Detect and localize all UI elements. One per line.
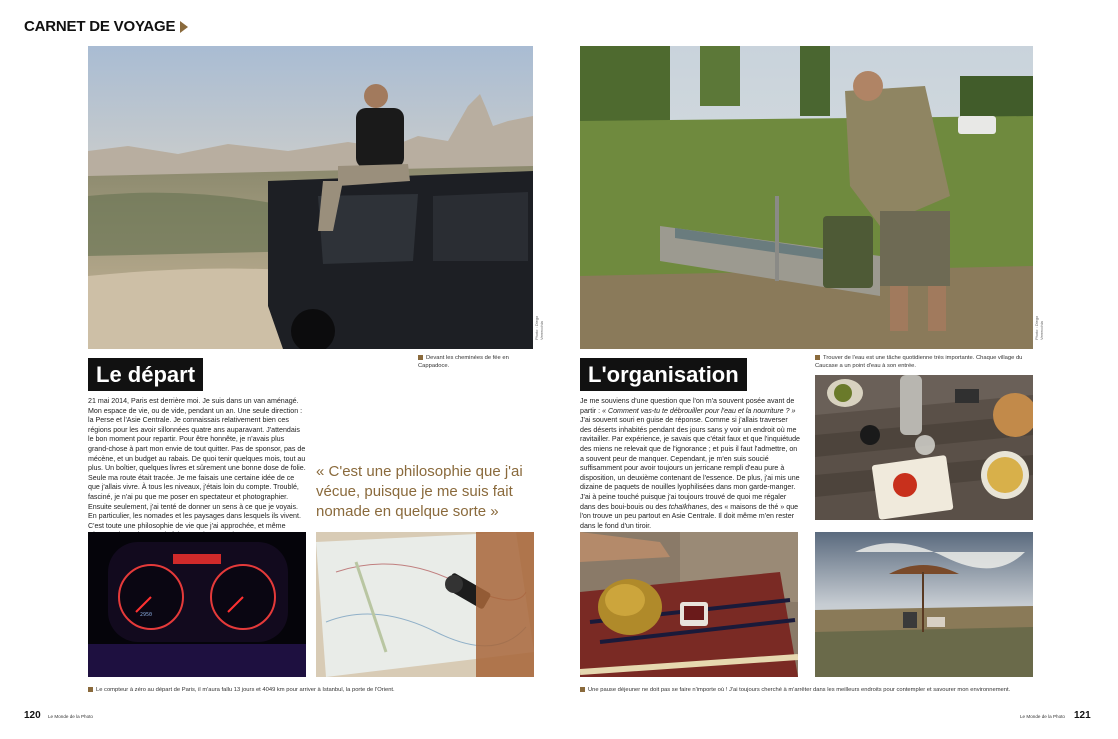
- caption-square-icon: [815, 355, 820, 360]
- magazine-name-left: Le Monde de la Photo: [48, 714, 93, 719]
- photo-credit: Photo : Diego Verrecchia: [1034, 315, 1044, 340]
- photo-picnic-table: [815, 375, 1033, 520]
- caption-dashboard: [88, 686, 448, 694]
- magazine-name-right: Le Monde de la Photo: [1020, 714, 1065, 719]
- body-end: , des « maisons de thé » que l'on trouve un peu partout en Asie Centrale. Il doit même m'en rester dans le fond d'un tiroir.: [580, 502, 799, 530]
- photo-cappadocia-van: [88, 46, 533, 349]
- section-header: [24, 18, 188, 35]
- caption-square-icon: [88, 687, 93, 692]
- body-rest: J'ai souvent souri en guise de réponse. Comme si j'allais traverser des déserts inhabités pendant des jours sans y voir un endroit où me ravitailler. Par expérience, je savais que c'était faux et que l'inquiétude des miens ne relevait que de l'ignorance ; et puis il faut l'admettre, on a souvent peur de manquer. Cependant, je m'en suis soucié suffisamment pour avoir toujours un jerricane rempli d'eau pure à disposition, un deuxième contenant de l'essence. De plus, j'ai mis une dizaine de paquets de nouilles lyophilisées dans mon garde-manger. J'ai à peine touché puisque j'ai toujours trouvé de quoi me régaler dans des boui-bouis ou des: [580, 416, 800, 511]
- page-number-right: 121: [1074, 710, 1091, 721]
- photo-water-fountain: [580, 46, 1033, 349]
- photo-tea-carpet: [580, 532, 798, 677]
- pull-quote: « C'est une philosophie que j'ai vécue, puisque je me suis fait nomade en quelque sorte »: [316, 463, 523, 520]
- caption-text: Trouver de l'eau est une tâche quotidienne très importante. Chaque village du Caucase a un point d'eau à son entrée.: [815, 355, 1023, 369]
- photo-credit: Photo : Diego Verrecchia: [534, 315, 544, 340]
- body-word-tchaikhanes: tchaïkhanes: [668, 502, 707, 511]
- arrow-right-icon: [180, 21, 188, 33]
- photo-parasol-landscape: [815, 532, 1033, 677]
- odometer-readout: 2950: [140, 612, 153, 618]
- caption-text: Le compteur à zéro au départ de Paris, il m'aura fallu 13 jours et 4049 km pour arriver à Istanbul, la porte de l'Orient.: [96, 687, 395, 693]
- caption-text: Une pause déjeuner ne doit pas se faire n'importe où ! J'ai toujours cherché à m'arrêter dans les meilleurs endroits pour contempler et savourer mon environnement.: [588, 687, 1011, 693]
- caption-water: [815, 354, 1035, 370]
- body-question: « Comment vas-tu te débrouiller pour l'eau et la nourriture ? »: [602, 406, 796, 415]
- photo-map-compass: [316, 532, 534, 677]
- body-text-left: 21 mai 2014, Paris est derrière moi. Je suis dans un van aménagé. Mon espace de vie, ou de vide, pendant un an. Une seule direction : la Perse et l'Asie Centrale. Je connaissais relativement bien ces régions pour les avoir sillonnées quatre ans auparavant. J'attendais le bon moment pour repartir. Pour être honnête, je n'avais plus grand-chose à part mon envie de tout quitter. Pas de sponsor, pas de mécène, et un budget au rabais. De quoi tenir quelques mois, tout au plus. Un boîtier, quelques livres et sûrement une bonne dose de folie. Seule ma route était tracée. Je me faisais une certaine idée de ce que j'allais vivre. À tous les niveaux, j'étais loin du compte. Troublé, fasciné, je n'ai pu que me poser en spectateur et photographier. Ensuite seulement, j'ai tenté de donner un sens à ce que je voyais. En particulier, les nomades et les paysages dans lesquels ils vivent. C'est toute une philosophie de vie que j'ai approchée, et même: [88, 397, 306, 530]
- caption-text: Devant les cheminées de fée en Cappadoce.: [418, 355, 509, 369]
- caption-square-icon: [418, 355, 423, 360]
- body-text-right: [580, 397, 800, 531]
- section-label: CARNET DE VOYAGE: [24, 18, 176, 35]
- caption-square-icon: [580, 687, 585, 692]
- caption-cappadocia: [418, 354, 538, 370]
- title-le-depart: Le départ: [88, 358, 203, 391]
- body-intro: Je me souviens d'une question que l'on m'a souvent posée avant de partir :: [580, 397, 795, 415]
- page-number-left: 120: [24, 710, 41, 721]
- photo-dashboard: [88, 532, 306, 677]
- title-organisation: L'organisation: [580, 358, 747, 391]
- caption-lunch: [580, 686, 1030, 694]
